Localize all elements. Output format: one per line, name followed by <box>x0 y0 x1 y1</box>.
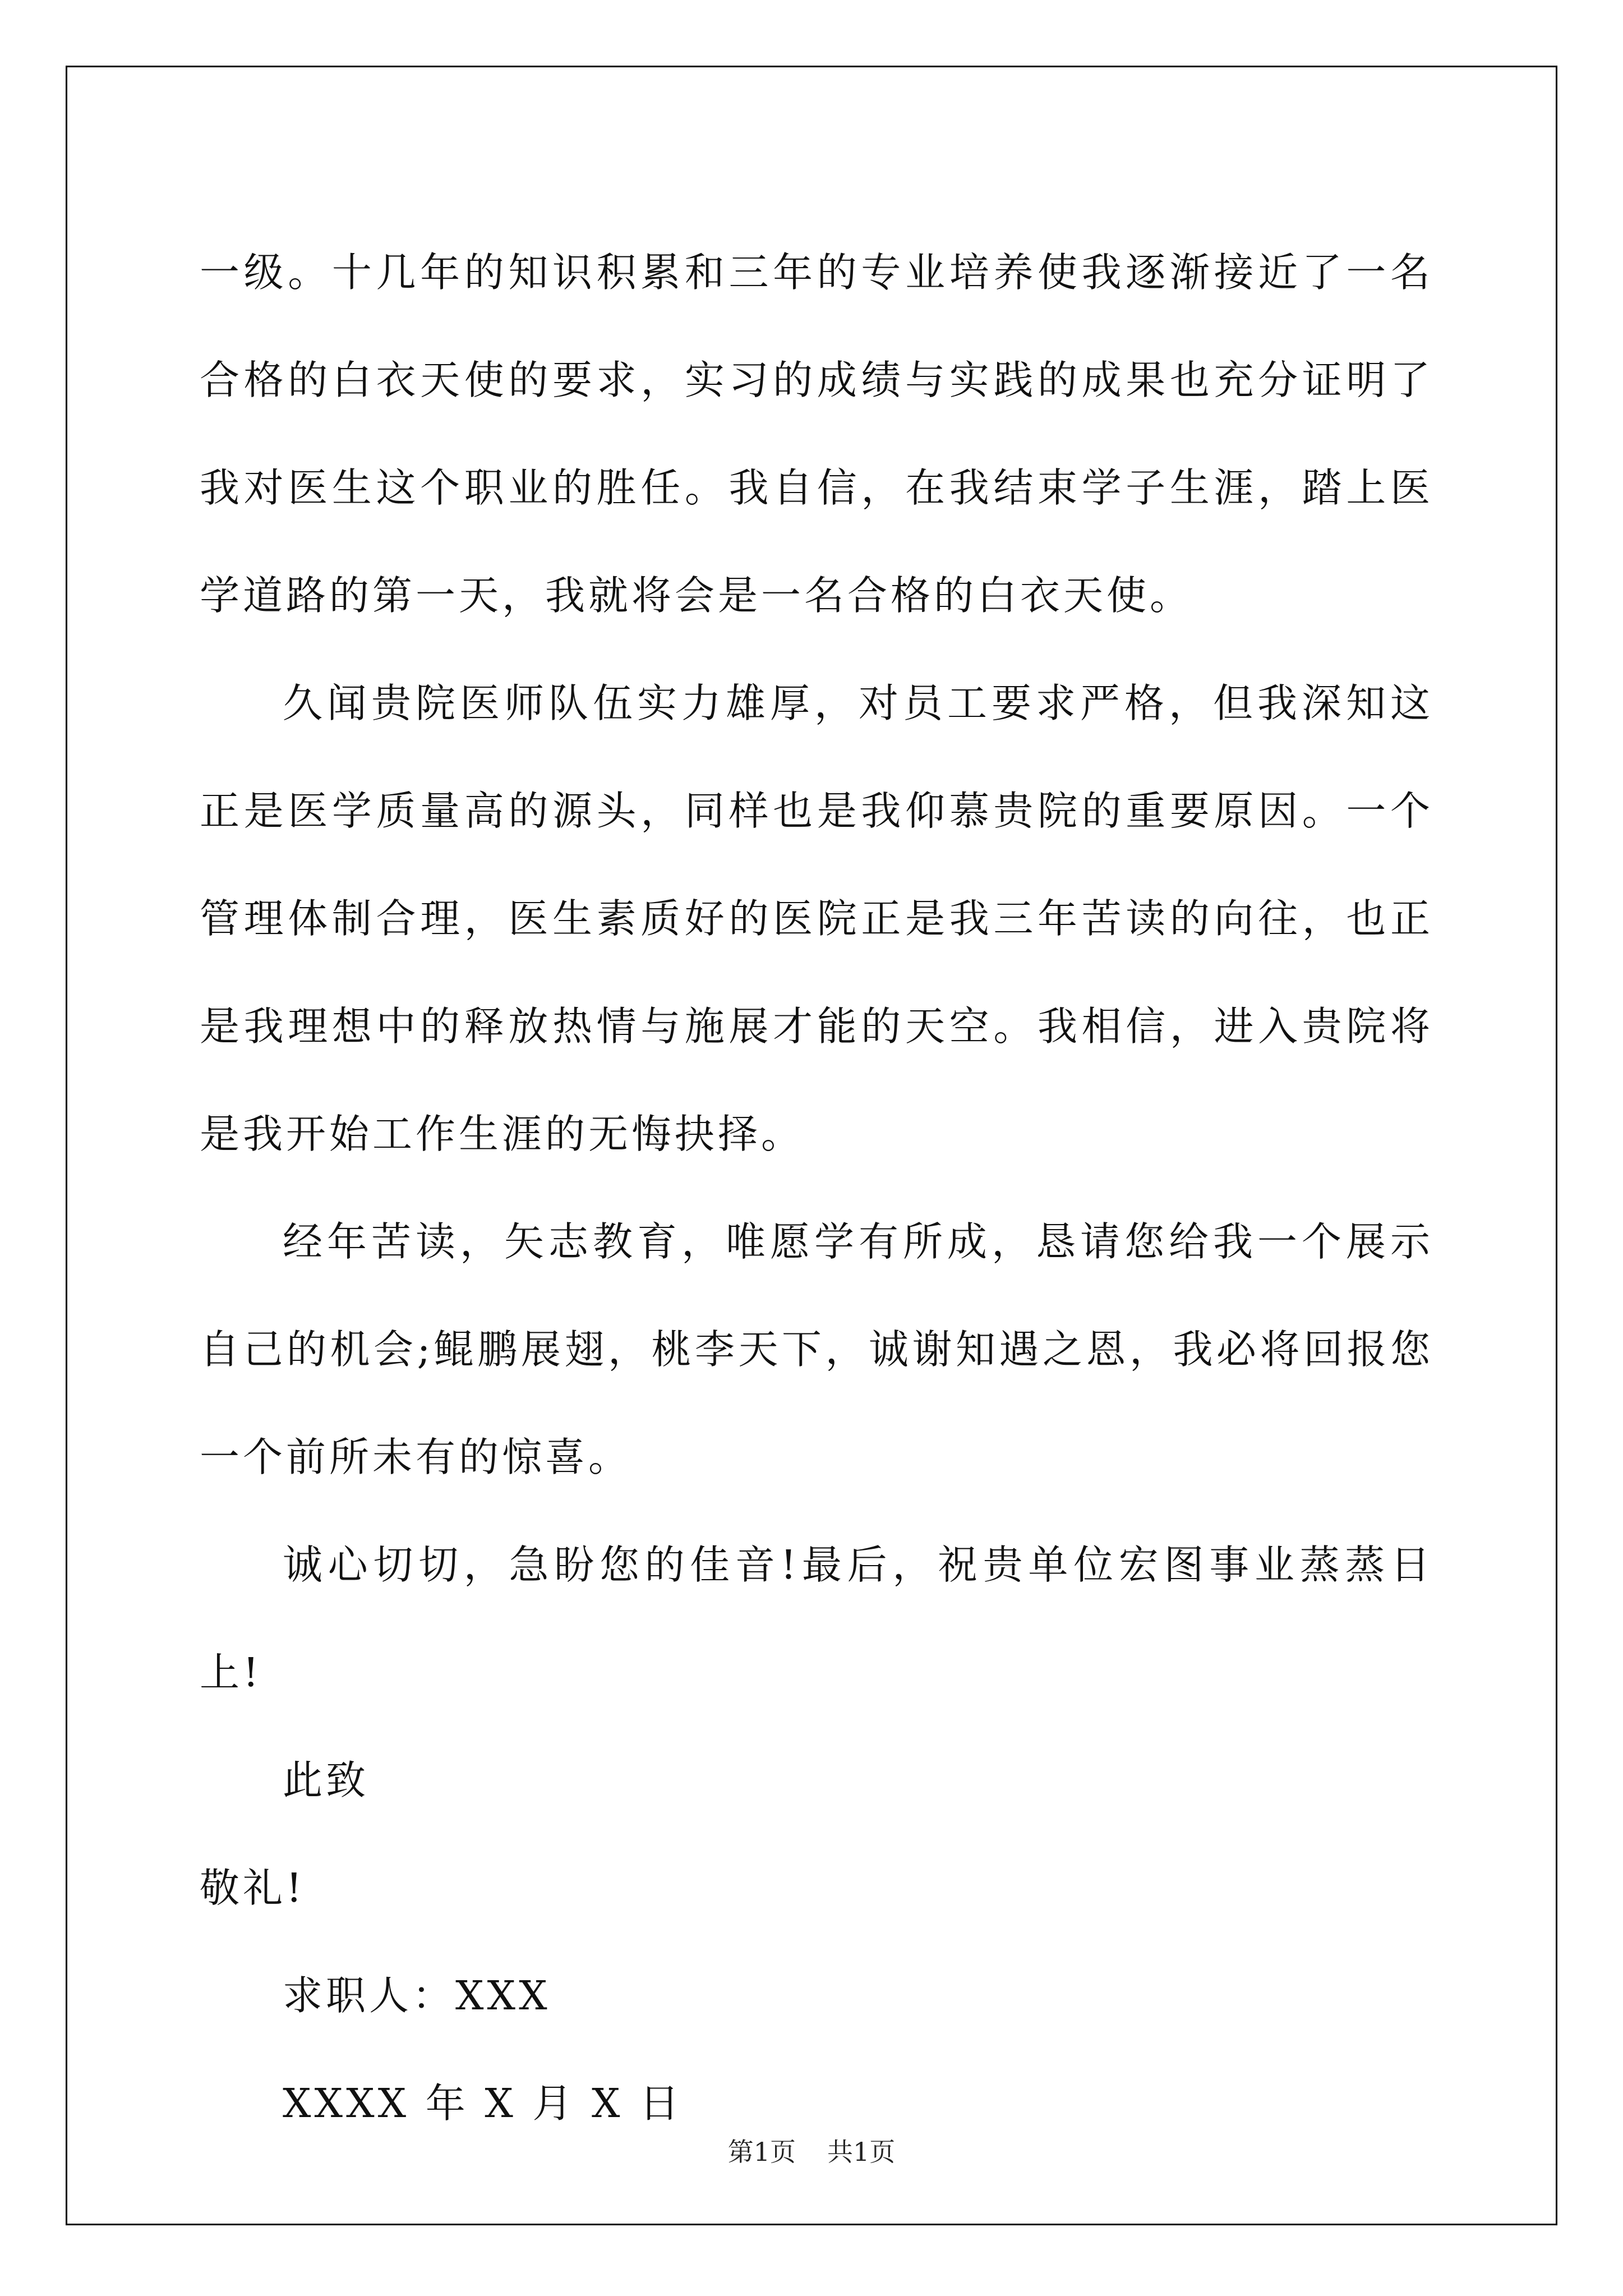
paragraph-request-opportunity: 经年苦读，矢志教育，唯愿学有所成，恳请您给我一个展示自己的机会;鲲鹏展翅，桃李天下，诚谢知遇之恩，我必将回报您一个前所未有的惊喜。 <box>200 1218 1433 1480</box>
page-number-current: 第1页 <box>727 2137 796 2167</box>
paragraph-hospital-reputation: 久闻贵院医师队伍实力雄厚，对员工要求严格，但我深知这正是医学质量高的源头，同样也是我仰慕贵院的重要原因。一个管理体制合理，医生素质好的医院正是我三年苦读的向往，也正是我理想中的释放热情与施展才能的天空。我相信，进入贵院将是我开始工作生涯的无悔抉择。 <box>200 680 1433 1157</box>
paragraph-wishes: 诚心切切，急盼您的佳音!最后，祝贵单位宏图事业蒸蒸日上! <box>200 1542 1433 1696</box>
letter-body <box>200 219 1433 2157</box>
salutation: 敬礼! <box>200 1865 306 1911</box>
page-number-total: 共1页 <box>827 2137 896 2167</box>
signature: 求职人：XXX <box>283 1972 551 2019</box>
closing-phrase: 此致 <box>283 1757 370 1803</box>
page-footer <box>0 2132 1623 2169</box>
paragraph-continuation: 一级。十几年的知识积累和三年的专业培养使我逐渐接近了一名合格的白衣天使的要求，实习的成绩与实践的成果也充分证明了我对医生这个职业的胜任。我自信，在我结束学子生涯，踏上医学道路的第一天，我就将会是一名合格的白衣天使。 <box>200 249 1433 619</box>
date: XXXX 年 X 月 X 日 <box>283 2080 683 2127</box>
